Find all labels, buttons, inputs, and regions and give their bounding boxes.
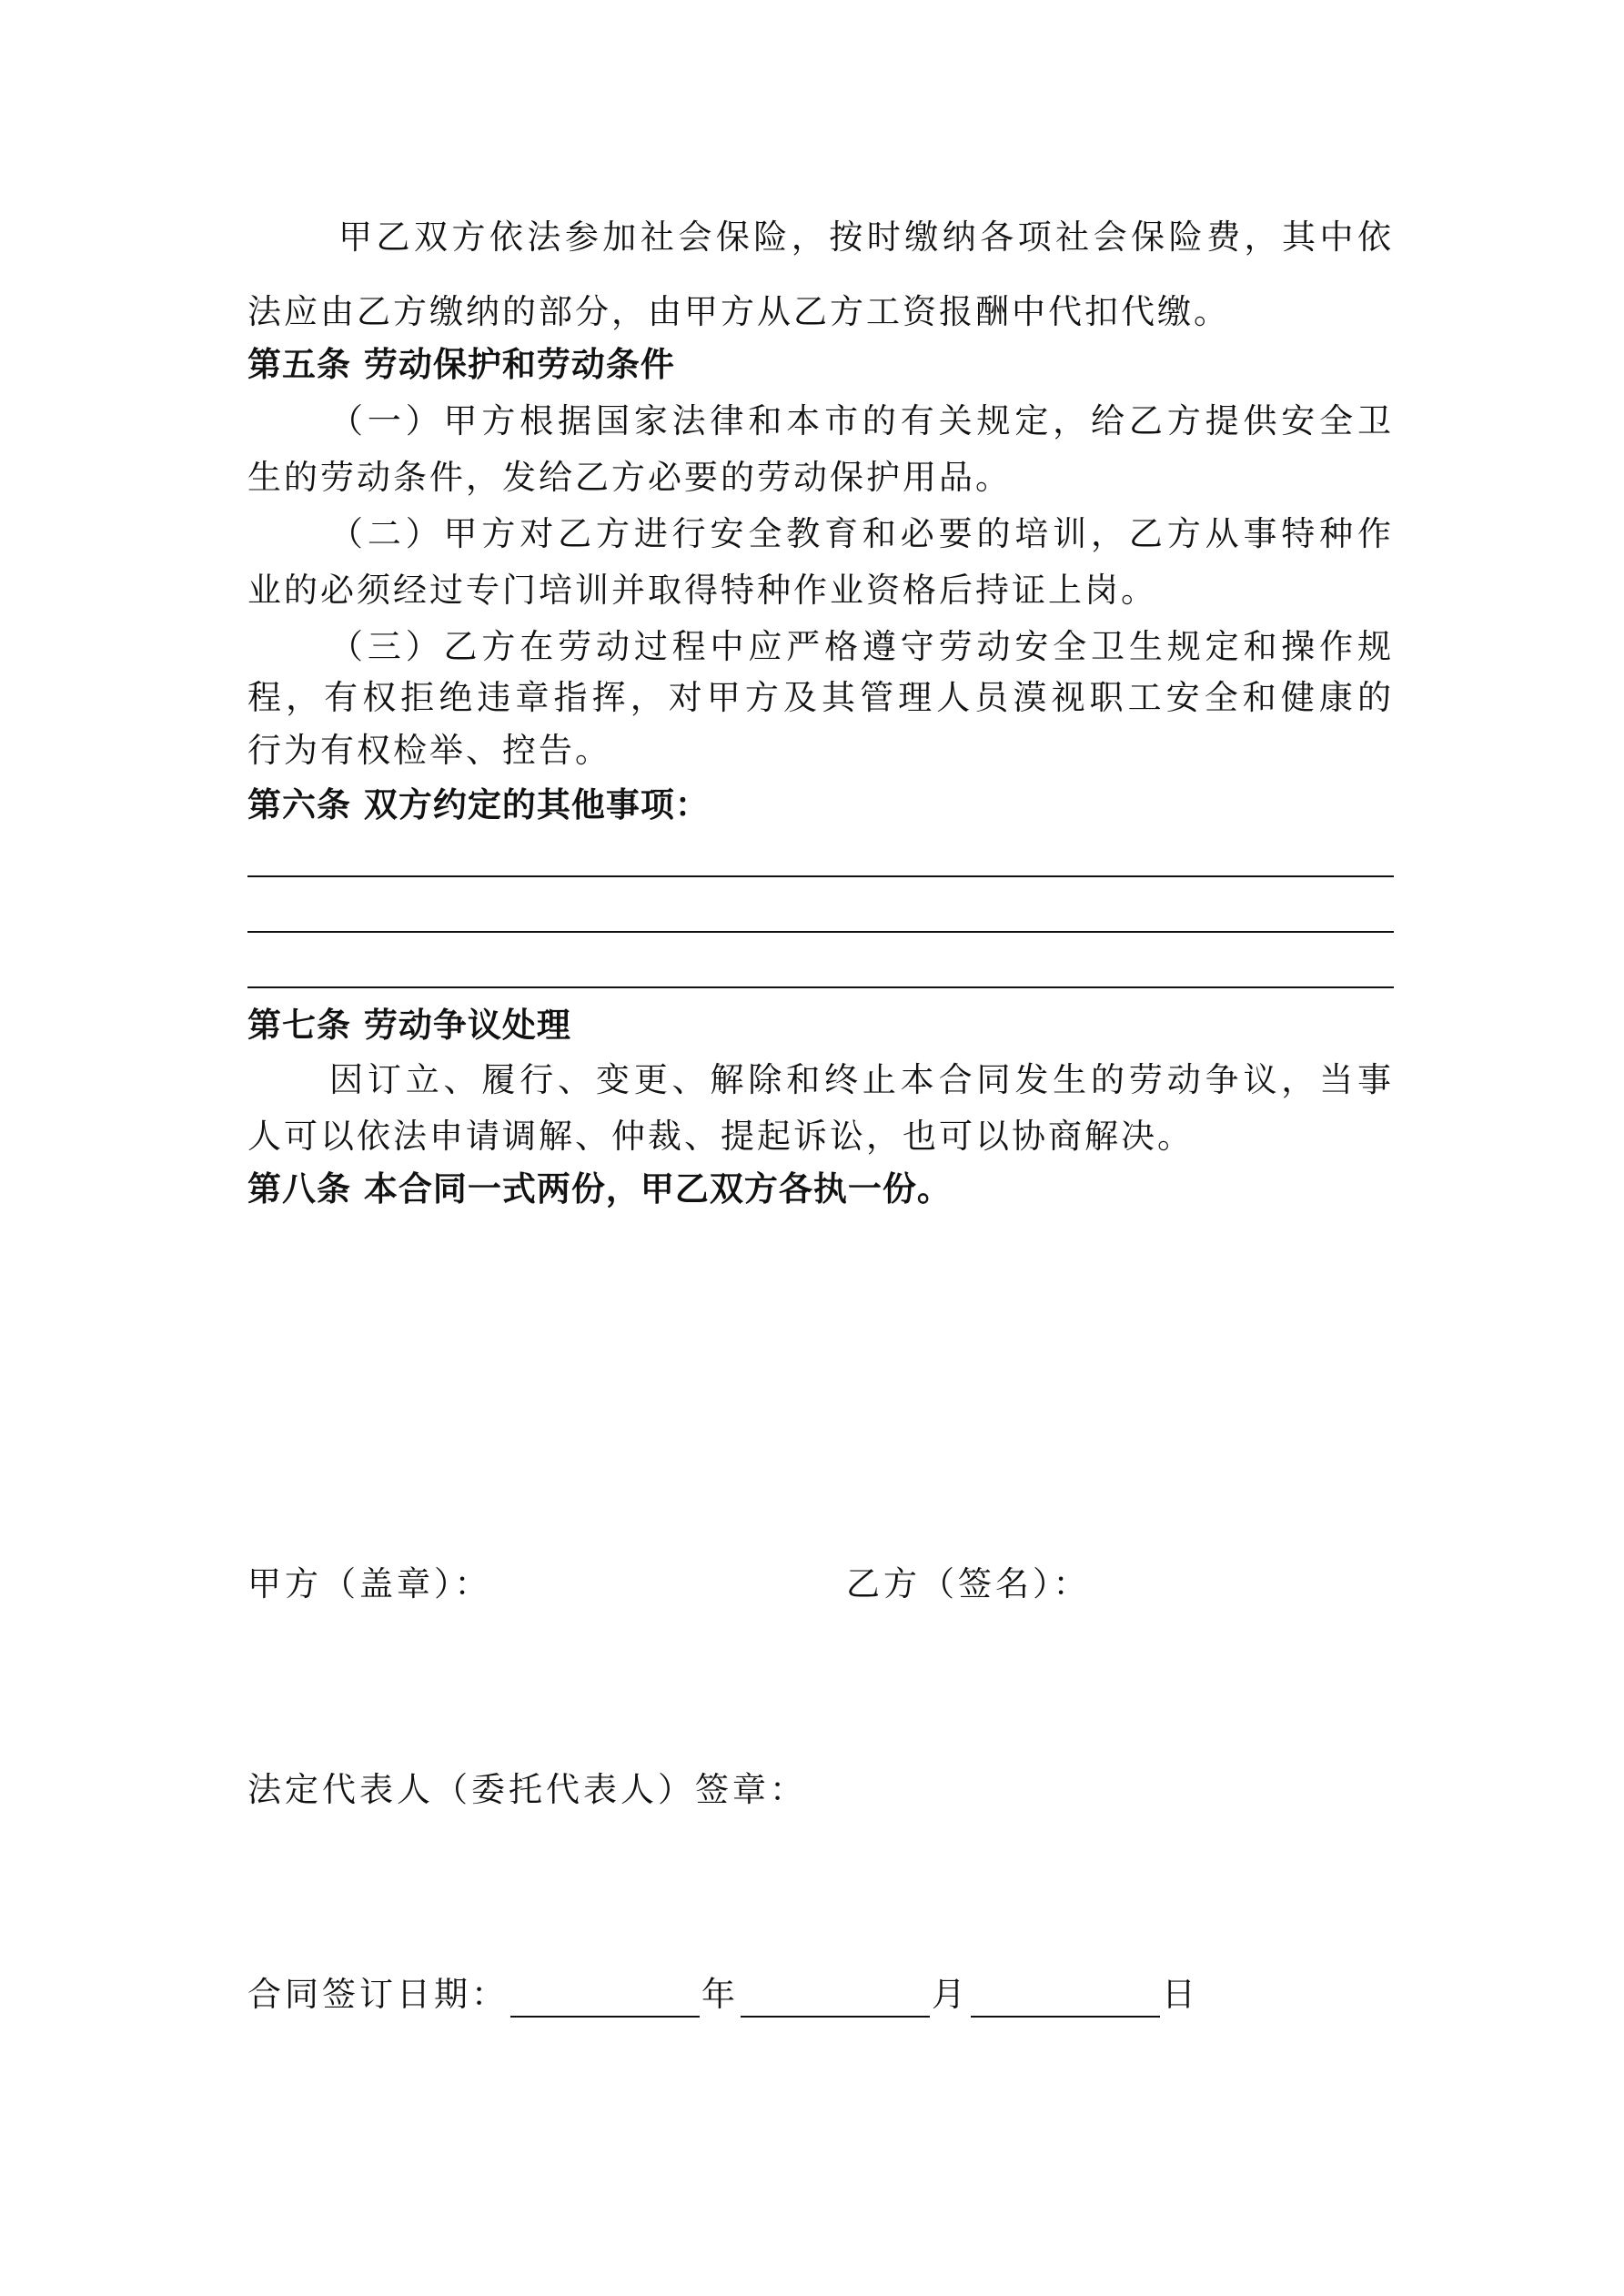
day-label: 日: [1162, 1975, 1199, 2014]
year-label: 年: [701, 1975, 739, 2014]
article-5-item-3-line-1: （三）乙方在劳动过程中应严格遵守劳动安全卫生规定和操作规: [329, 627, 1394, 666]
article-5-item-2-line-1: （二）甲方对乙方进行安全教育和必要的培训，乙方从事特种作: [329, 514, 1394, 553]
signing-date-row: [247, 1972, 1199, 2018]
article-5-heading: 第五条 劳动保护和劳动条件: [247, 345, 675, 384]
blank-line-1: [247, 875, 1394, 877]
party-a-seal-label: 甲方（盖章）：: [247, 1564, 492, 1603]
article-5-item-3-line-3: 行为有权检举、控告。: [247, 731, 611, 770]
blank-line-2: [247, 931, 1394, 933]
social-insurance-line-2: 法应由乙方缴纳的部分，由甲方从乙方工资报酬中代扣代缴。: [247, 292, 1230, 331]
article-7-heading: 第七条 劳动争议处理: [247, 1006, 571, 1045]
article-5-item-1-line-1: （一）甲方根据国家法律和本市的有关规定，给乙方提供安全卫: [329, 401, 1394, 440]
article-8-heading: 第八条 本合同一式两份，甲乙双方各执一份。: [247, 1169, 952, 1209]
month-blank: [741, 1979, 930, 2018]
blank-line-3: [247, 986, 1394, 988]
day-blank: [971, 1979, 1160, 2018]
year-blank: [510, 1979, 700, 2018]
article-5-item-3-line-2: 程，有权拒绝违章指挥，对甲方及其管理人员漠视职工安全和健康的: [247, 678, 1394, 717]
social-insurance-line-1: 甲乙双方依法参加社会保险，按时缴纳各项社会保险费，其中依: [338, 217, 1394, 257]
month-label: 月: [932, 1975, 969, 2014]
article-5-item-1-line-2: 生的劳动条件，发给乙方必要的劳动保护用品。: [247, 458, 1012, 497]
article-6-heading: 第六条 双方约定的其他事项：: [247, 785, 710, 824]
legal-representative-label: 法定代表人（委托代表人）签章：: [247, 1770, 807, 1809]
signing-date-label: 合同签订日期：: [247, 1975, 509, 2014]
party-b-signature-label: 乙方（签名）：: [846, 1564, 1091, 1603]
article-5-item-2-line-2: 业的必须经过专门培训并取得特种作业资格后持证上岗。: [247, 571, 1157, 610]
article-7-line-1: 因订立、履行、变更、解除和终止本合同发生的劳动争议，当事: [329, 1060, 1394, 1099]
article-7-line-2: 人可以依法申请调解、仲裁、提起诉讼，也可以协商解决。: [247, 1117, 1194, 1156]
